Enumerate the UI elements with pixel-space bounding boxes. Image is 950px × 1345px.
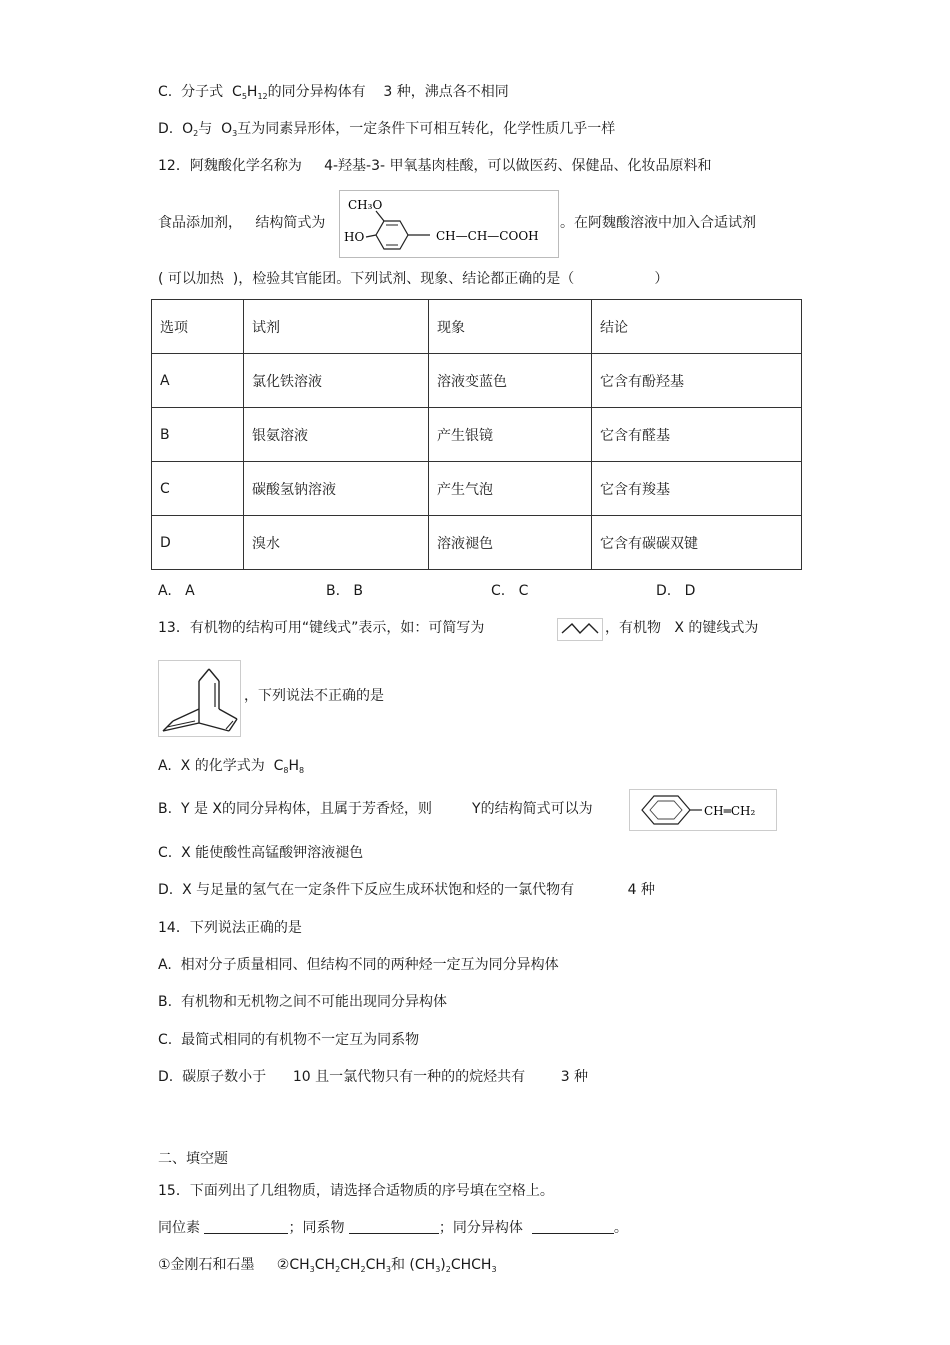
styrene-structure	[629, 789, 777, 831]
q15-items-line: ①金刚石和石墨 $②CH_3CH_2CH_2CH_3$和 $(CH_3)_2CHCH_3$	[158, 1257, 497, 1274]
q11-option-d: D. $O_2$与 $O_3$互为同素异形体，一定条件下可相互转化，化学性质几乎一样	[158, 121, 616, 138]
q11-option-c: C. 分子式 $C_5H_{12}$的同分异构体有 3 种，沸点各不相同	[158, 84, 509, 101]
q12-stem-line3: ( 可以加热 )，检验其官能团。下列试剂、现象、结论都正确的是（ ）	[158, 271, 669, 287]
q13-stem-b: ，有机物 X 的键线式为	[605, 620, 759, 636]
q13-stem-c: ，下列说法不正确的是	[244, 688, 384, 704]
q13-option-b: B. Y 是 X的同分异构体，且属于芳香烃，则 Y的结构简式可以为	[158, 801, 593, 817]
table-cell: B	[152, 408, 244, 462]
homolog-answer-blank[interactable]	[349, 1219, 439, 1234]
q13-option-a: A. X 的化学式为 $C_8H_8$	[158, 758, 305, 775]
table-cell: C	[152, 462, 244, 516]
table-cell: 它含有酚羟基	[592, 354, 802, 408]
q12-option-d: D. D	[656, 583, 696, 599]
q12-option-c: C. C	[491, 583, 529, 599]
q13-option-d: D. X 与足量的氢气在一定条件下反应生成环状饱和烃的一氯代物有 4 种	[158, 882, 655, 898]
table-cell: 产生银镜	[429, 408, 592, 462]
q13-option-c: C. X 能使酸性高锰酸钾溶液褪色	[158, 845, 364, 861]
q14-option-d: D. 碳原子数小于 10 且一氯代物只有一种的的烷烃共有 3 种	[158, 1069, 589, 1085]
table-row	[152, 408, 802, 462]
q14-option-c: C. 最简式相同的有机物不一定互为同系物	[158, 1032, 420, 1048]
zigzag-skeleton-icon	[557, 618, 603, 641]
table-cell: 它含有醛基	[592, 408, 802, 462]
styrene-vinyl-group: CH═CH₂	[704, 804, 756, 818]
q12-option-b: B. B	[326, 583, 364, 599]
table-header-cell: 结论	[592, 300, 802, 354]
table-cell: 碳酸氢钠溶液	[244, 462, 429, 516]
q14-option-b: B. 有机物和无机物之间不可能出现同分异构体	[158, 994, 447, 1010]
compound-x-structure	[158, 660, 241, 737]
table-cell: 氯化铁溶液	[244, 354, 429, 408]
q12-stem-line2a: 食品添加剂， 结构简式为	[158, 215, 326, 231]
table-cell: 产生气泡	[429, 462, 592, 516]
ferulic-acid-structure	[339, 190, 559, 258]
table-cell: 它含有碳碳双键	[592, 516, 802, 570]
section-title: 二、填空题	[158, 1151, 228, 1167]
q12-stem-line2b: 。在阿魏酸溶液中加入合适试剂	[560, 215, 756, 231]
isotope-answer-blank[interactable]	[204, 1219, 288, 1234]
table-header-cell: 现象	[429, 300, 592, 354]
structure-chain: CH—CH—COOH	[436, 229, 539, 243]
table-cell: A	[152, 354, 244, 408]
table-cell: 溶液褪色	[429, 516, 592, 570]
table-cell: D	[152, 516, 244, 570]
q12-stem-line1: 12．阿魏酸化学名称为 4-羟基-3- 甲氧基肉桂酸，可以做医药、保健品、化妆品原料和	[158, 158, 712, 174]
q12-answer-table	[151, 299, 802, 570]
table-cell: 它含有羧基	[592, 462, 802, 516]
table-cell: 溶液变蓝色	[429, 354, 592, 408]
table-row	[152, 462, 802, 516]
table-header-cell: 选项	[152, 300, 244, 354]
structure-group-ch3o: CH₃O	[348, 198, 383, 212]
q14-option-a: A. 相对分子质量相同、但结构不同的两种烃一定互为同分异构体	[158, 957, 559, 973]
table-cell: 溴水	[244, 516, 429, 570]
isomer-answer-blank[interactable]	[532, 1219, 614, 1234]
table-row	[152, 516, 802, 570]
structure-group-ho: HO	[344, 230, 365, 244]
table-row	[152, 354, 802, 408]
q15-blanks-line: 同位素 ；同系物 ；同分异构体 。	[158, 1220, 628, 1236]
q12-option-a: A. A	[158, 583, 195, 599]
q13-stem-a: 13．有机物的结构可用“键线式”表示，如：可简写为	[158, 620, 485, 636]
q14-stem: 14．下列说法正确的是	[158, 920, 302, 936]
table-header-cell: 试剂	[244, 300, 429, 354]
table-cell: 银氨溶液	[244, 408, 429, 462]
q15-stem: 15．下面列出了几组物质，请选择合适物质的序号填在空格上。	[158, 1183, 554, 1199]
table-header-row	[152, 300, 802, 354]
